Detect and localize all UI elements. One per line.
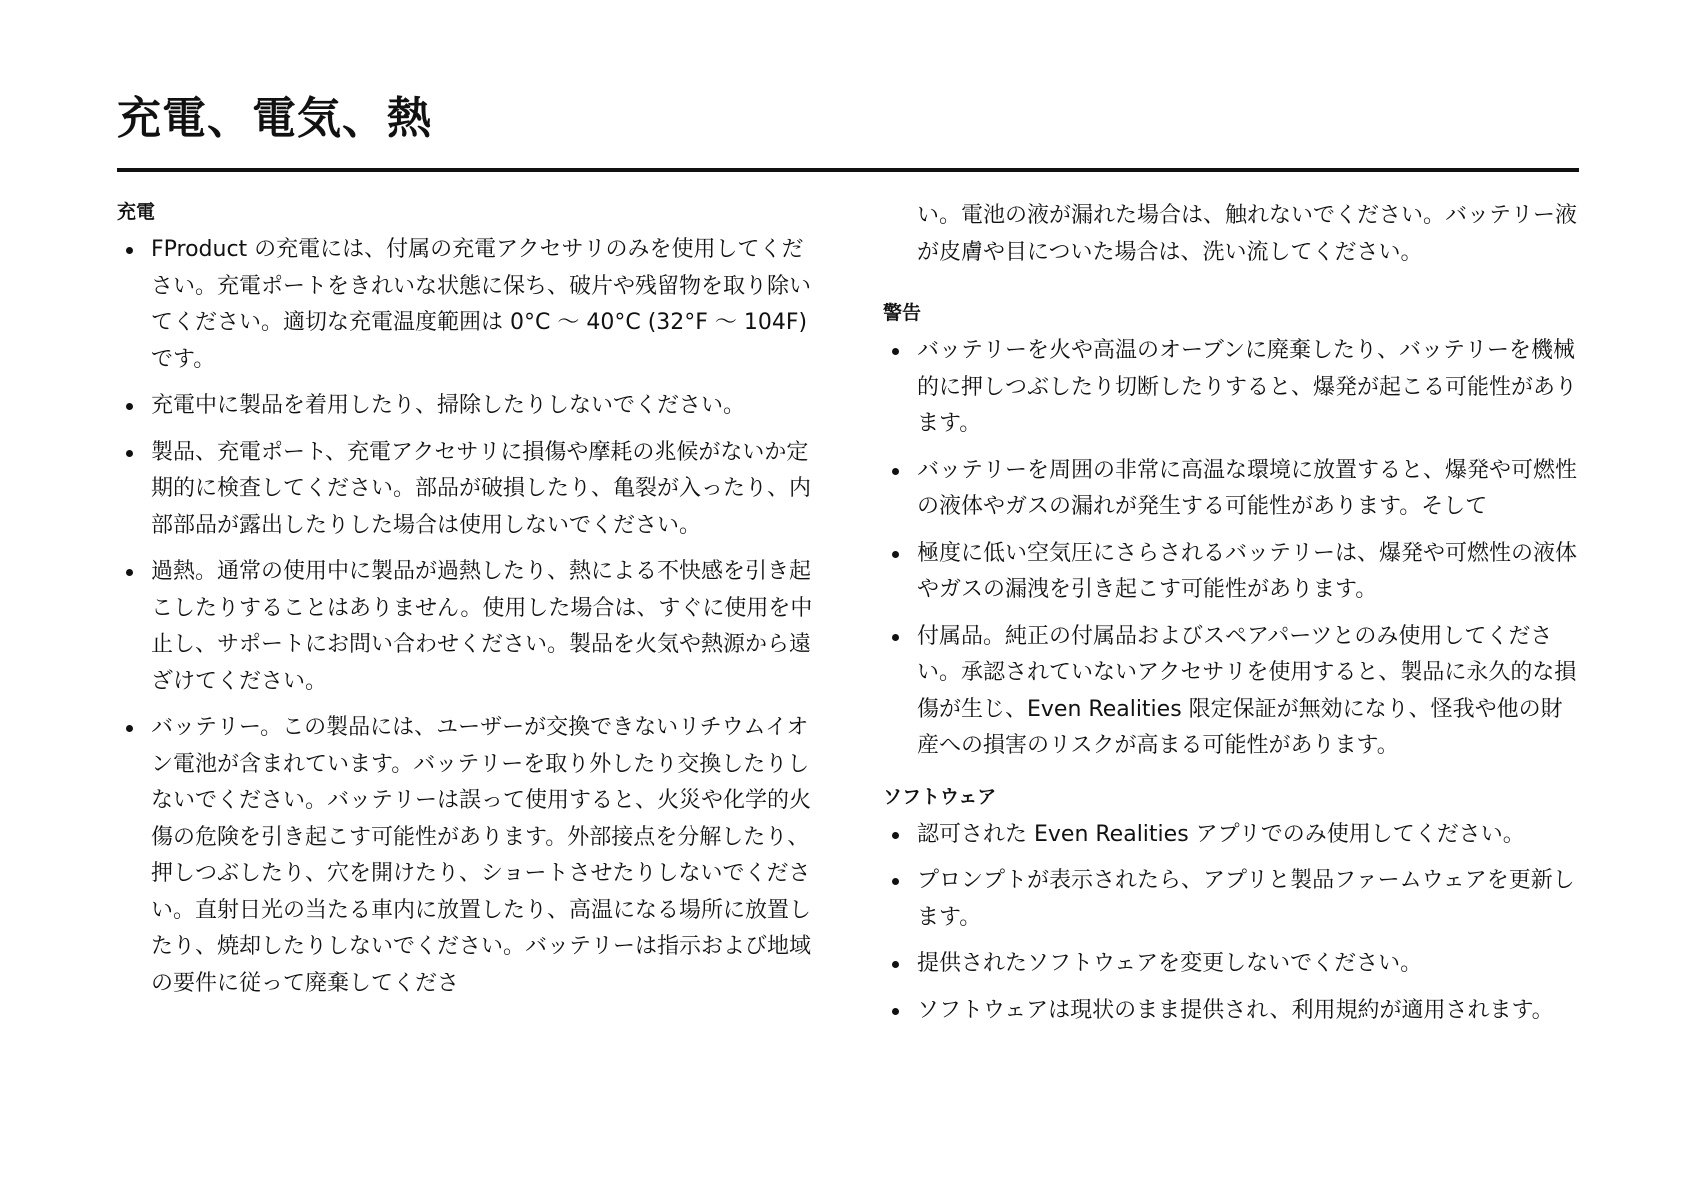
- list-item: バッテリーを周囲の非常に高温な環境に放置すると、爆発や可燃性の液体やガスの漏れが発生する可能性があります。そして: [883, 453, 1579, 526]
- section-heading-software: ソフトウェア: [883, 785, 997, 808]
- section-heading-charging: 充電: [117, 201, 156, 223]
- battery-continuation-text: い。電池の液が漏れた場合は、触れないでください。バッテリー液が皮膚や目についた場合は、洗い流してください。: [917, 203, 1578, 265]
- section-heading-warning: 警告: [883, 302, 922, 324]
- list-item: 過熱。通常の使用中に製品が過熱したり、熱による不快感を引き起こしたりすることはありません。使用した場合は、すぐに使用を中止し、サポートにお問い合わせください。製品を火気や熱源から遠ざけてください。: [117, 554, 817, 700]
- list-item: FProduct の充電には、付属の充電アクセサリのみを使用してください。充電ポートをきれいな状態に保ち、破片や残留物を取り除いてください。適切な充電温度範囲は 0°C 〜 40°C (32°F 〜 104F) です。: [117, 232, 817, 378]
- list-item: 充電中に製品を着用したり、掃除したりしないでください。: [117, 388, 817, 425]
- list-item: 認可された Even Realities アプリでのみ使用してください。: [883, 817, 1579, 854]
- charging-list: [117, 232, 817, 1002]
- right-column: [883, 198, 1579, 1039]
- warning-list: [883, 333, 1579, 765]
- list-item: 製品、充電ポート、充電アクセサリに損傷や摩耗の兆候がないか定期的に検査してください。部品が破損したり、亀裂が入ったり、内部部品が露出したりした場合は使用しないでください。: [117, 435, 817, 545]
- list-item: ソフトウェアは現状のまま提供され、利用規約が適用されます。: [883, 993, 1579, 1030]
- title-divider: [117, 168, 1579, 172]
- list-item: 付属品。純正の付属品およびスペアパーツとのみ使用してください。承認されていないアクセサリを使用すると、製品に永久的な損傷が生じ、Even Realities 限定保証が無効になり、怪我や他の財産への損害のリスクが高まる可能性があります。: [883, 619, 1579, 765]
- list-item: プロンプトが表示されたら、アプリと製品ファームウェアを更新します。: [883, 863, 1579, 936]
- left-column: [117, 198, 817, 1012]
- document-page: [117, 88, 1579, 1168]
- software-list: [883, 817, 1579, 1030]
- page-title: 充電、電気、熱: [117, 93, 432, 144]
- list-item: バッテリー。この製品には、ユーザーが交換できないリチウムイオン電池が含まれています。バッテリーを取り外したり交換したりしないでください。バッテリーは誤って使用すると、火災や化学的火傷の危険を引き起こす可能性があります。外部接点を分解したり、押しつぶしたり、穴を開けたり、ショートさせたりしないでください。直射日光の当たる車内に放置したり、高温になる場所に放置したり、焼却したりしないでください。バッテリーは指示および地域の要件に従って廃棄してくださ: [117, 710, 817, 1002]
- list-item: 極度に低い空気圧にさらされるバッテリーは、爆発や可燃性の液体やガスの漏洩を引き起こす可能性があります。: [883, 536, 1579, 609]
- warning-section: [883, 299, 1579, 765]
- list-item: 提供されたソフトウェアを変更しないでください。: [883, 946, 1579, 983]
- software-section: [883, 783, 1579, 1030]
- list-item: バッテリーを火や高温のオーブンに廃棄したり、バッテリーを機械的に押しつぶしたり切断したりすると、爆発が起こる可能性があります。: [883, 333, 1579, 443]
